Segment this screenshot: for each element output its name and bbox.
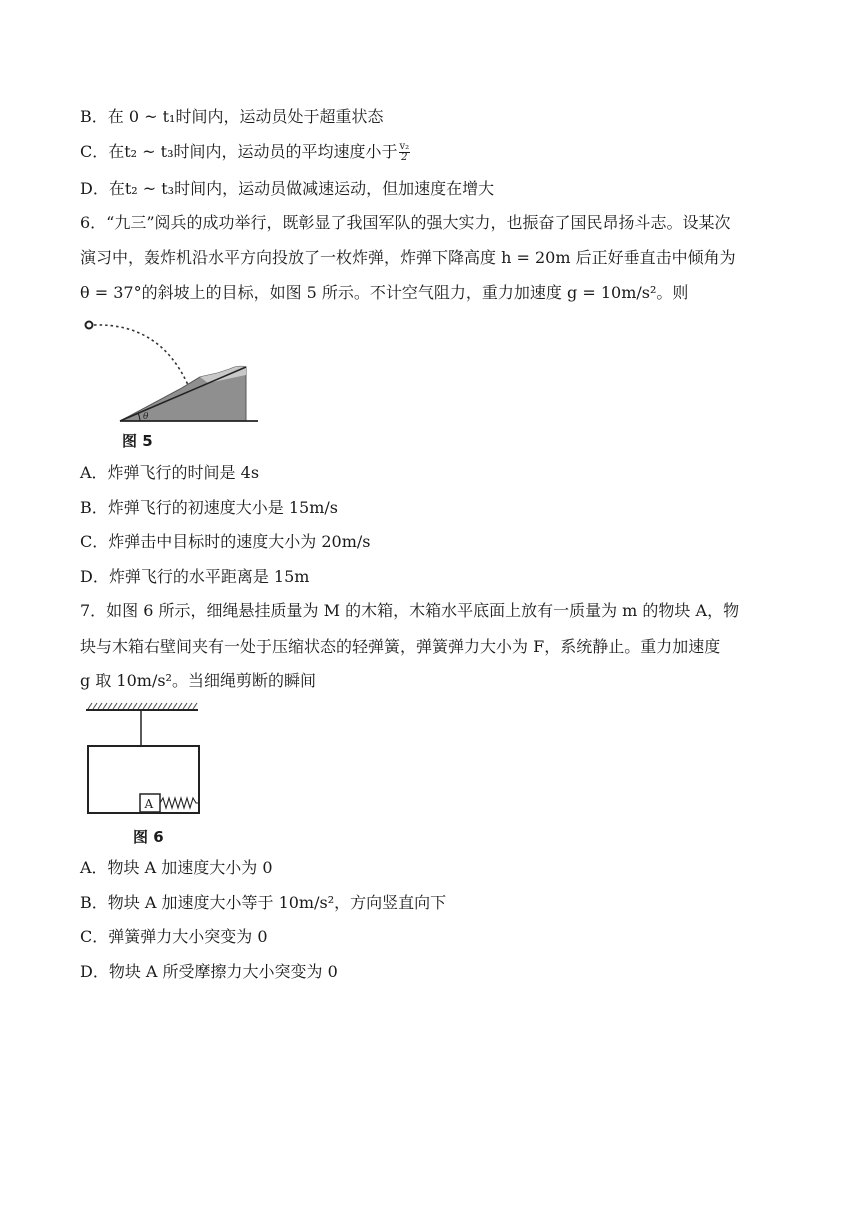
fraction-denominator: 2 — [401, 152, 408, 163]
q6-stem-line-3: θ = 37°的斜坡上的目标，如图 5 所示。不计空气阻力，重力加速度 g = 10m/s²。则 — [80, 283, 689, 302]
block-a-label: A — [144, 797, 154, 811]
q6-stem-line-1: 6．“九三”阅兵的成功举行，既彰显了我国军队的强大实力，也振奋了国民昂扬斗志。设某次 — [80, 213, 731, 232]
compressed-spring — [160, 798, 199, 808]
trajectory-path — [94, 325, 188, 385]
q6-option-d: D．炸弹飞行的水平距离是 15m — [80, 567, 310, 586]
q6-option-c: C．炸弹击中目标时的速度大小为 20m/s — [80, 532, 371, 551]
angle-label: θ — [143, 412, 149, 422]
q7-option-c: C．弹簧弹力大小突变为 0 — [80, 927, 268, 946]
q6-option-a: A．炸弹飞行的时间是 4s — [80, 463, 260, 482]
q6-option-b: B．炸弹飞行的初速度大小是 15m/s — [80, 498, 338, 517]
figure-5-slope-diagram — [80, 315, 260, 425]
q7-stem-line-3: g 取 10m/s²。当细绳剪断的瞬间 — [80, 671, 316, 690]
q5-option-c — [80, 141, 410, 163]
fraction-numerator: v₂ — [399, 141, 410, 152]
figure-5-caption: 图 5 — [122, 432, 153, 450]
figure-6-caption: 图 6 — [133, 828, 164, 846]
q5-option-c-text: C．在t₂ ~ t₃时间内，运动员的平均速度小于 — [80, 142, 398, 161]
q6-stem-line-2: 演习中，轰炸机沿水平方向投放了一枚炸弹，炸弹下降高度 h = 20m 后正好垂直击中倾角为 — [80, 248, 736, 267]
q7-stem-line-2: 块与木箱右壁间夹有一处于压缩状态的轻弹簧，弹簧弹力大小为 F，系统静止。重力加速度 — [80, 637, 721, 656]
fraction-v2-over-2 — [399, 142, 411, 163]
ceiling-hatching — [88, 703, 197, 709]
q5-option-d: D．在t₂ ~ t₃时间内，运动员做减速运动，但加速度在增大 — [80, 179, 495, 198]
q7-option-b: B．物块 A 加速度大小等于 10m/s²，方向竖直向下 — [80, 893, 447, 912]
q5-option-b: B．在 0 ~ t₁时间内，运动员处于超重状态 — [80, 107, 384, 126]
figure-6-box-diagram — [80, 700, 210, 818]
q7-option-d: D．物块 A 所受摩擦力大小突变为 0 — [80, 962, 338, 981]
release-point-icon — [86, 322, 93, 329]
q7-option-a: A．物块 A 加速度大小为 0 — [80, 858, 273, 877]
q7-stem-line-1: 7．如图 6 所示，细绳悬挂质量为 M 的木箱，木箱水平底面上放有一质量为 m 的物块 A，物 — [80, 601, 740, 620]
